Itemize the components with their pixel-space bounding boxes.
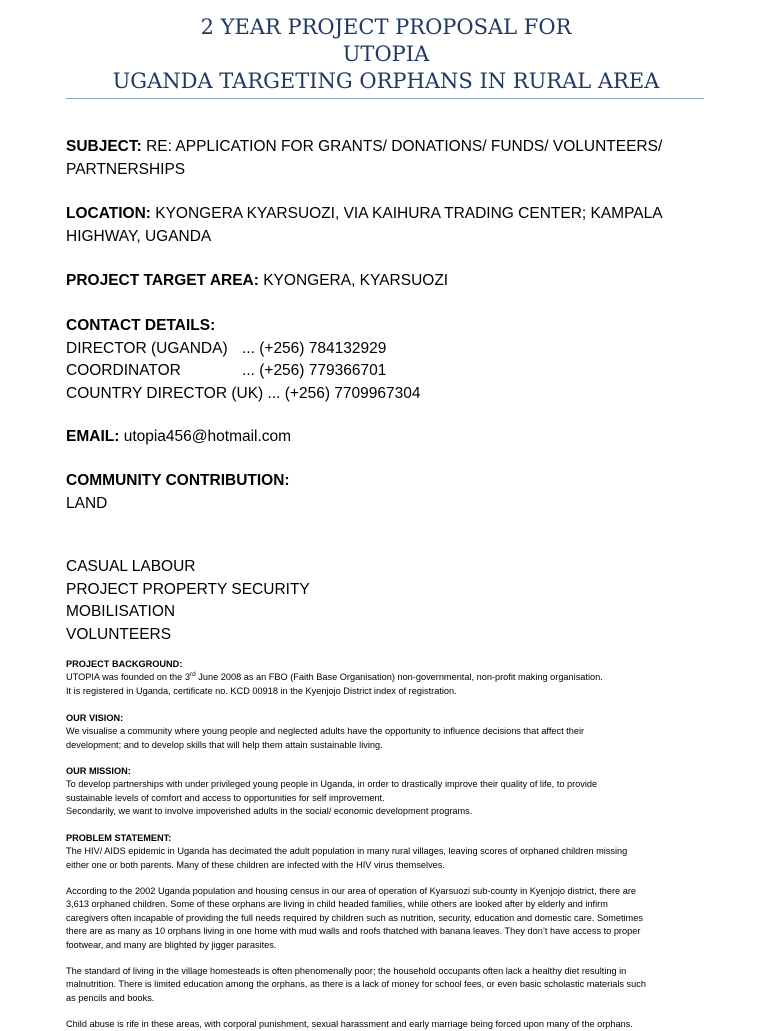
problem-paragraph-3 [66,965,706,1005]
target-area-section [66,270,706,293]
location-section [66,203,706,248]
location-value: KYONGERA KYARSUOZI, VIA KAIHURA TRADING CENTER; KAMPALA [150,205,663,222]
target-area-label: PROJECT TARGET AREA: [66,272,259,289]
community-item: MOBILISATION [66,603,176,620]
problem-text: as pencils and books. [66,992,155,1003]
contact-row-coordinator [66,360,706,383]
document-title [66,14,706,95]
email-section [66,426,706,449]
contact-role: COUNTRY DIRECTOR (UK) [66,384,264,402]
subject-section [66,136,706,181]
vision-text: development; and to develop skills that will help them attain sustainable living. [66,739,383,750]
background-section [66,658,706,698]
problem-text: malnutrition. There is limited education among the orphans, as there is a lack of money for school fees, or even basic scholastic materials such [66,979,646,990]
problem-text: The HIV/ AIDS epidemic in Uganda has decimated the adult population in many rural villages, leaving scores of orphaned children missing [66,846,628,857]
location-label: LOCATION: [66,205,151,222]
mission-heading: OUR MISSION: [66,766,131,776]
community-section [66,470,706,515]
vision-section [66,712,706,752]
problem-text: 3,613 orphaned children. Some of these orphans are living in child headed families, while others are looked after by elderly and infirm [66,899,608,910]
mission-text: Secondarily, we want to involve impoverished adults in the social/ economic development programs. [66,806,473,817]
location-value-continued: HIGHWAY, UGANDA [66,227,212,245]
contact-role: COORDINATOR [66,362,181,379]
contact-number: ... (+256) 784132929 [242,339,387,357]
title-line-2: UTOPIA [342,42,430,66]
target-area-value: KYONGERA, KYARSUOZI [258,272,449,289]
problem-text: either one or both parents. Many of these children are infected with the HIV virus themselves. [66,859,445,870]
contact-label: CONTACT DETAILS: [66,317,216,334]
vision-text: We visualise a community where young people and neglected adults have the opportunity to influence decisions that affect their [66,726,585,737]
subject-label: SUBJECT: [66,138,142,155]
community-items-list [66,556,706,646]
background-text: June 2008 as an FBO (Faith Base Organisation) non-governmental, non-profit making organisation. [195,672,603,683]
contact-role: DIRECTOR (UGANDA) [66,339,228,357]
title-divider [66,98,704,99]
ordinal-suffix: rd [189,671,196,679]
problem-heading: PROBLEM STATEMENT: [66,833,172,843]
problem-text: The standard of living in the village homesteads is often phenomenally poor; the household occupants often lack a healthy diet resulting in [66,966,627,976]
contact-row-director [66,338,706,361]
problem-text: footwear, and many are blighted by jigger parasites. [66,939,277,950]
title-line-1: 2 YEAR PROJECT PROPOSAL FOR [200,15,572,39]
problem-text: there are as many as 10 orphans living in one home with mud walls and roofs thatched with banana leaves. They don’t have access to proper [66,926,641,937]
subject-value: RE: APPLICATION FOR GRANTS/ DONATIONS/ FUNDS/ VOLUNTEERS/ [141,138,663,155]
problem-paragraph-4 [66,1018,706,1031]
mission-text: sustainable levels of comfort and access to opportunities for self improvement. [66,792,385,803]
contact-number: ... (+256) 779366701 [242,362,387,379]
mission-section [66,765,706,819]
contact-section [66,315,706,405]
subject-value-continued: PARTNERSHIPS [66,160,186,178]
email-label: EMAIL: [66,428,120,445]
email-value: utopia456@hotmail.com [119,428,292,445]
background-heading: PROJECT BACKGROUND: [66,659,183,669]
problem-text: According to the 2002 Uganda population and housing census in our area of operation of Kyarsuozi sub-county in Kyenjojo district, there are [66,886,636,896]
mission-text: To develop partnerships with under privileged young people in Uganda, in order to drastically improve their quality of life, to provide [66,779,598,790]
problem-section [66,832,706,872]
problem-paragraph-2 [66,885,706,952]
community-label: COMMUNITY CONTRIBUTION: [66,472,290,489]
title-line-3: UGANDA TARGETING ORPHANS IN RURAL AREA [112,69,660,93]
vision-heading: OUR VISION: [66,713,124,723]
problem-text: caregivers often incapable of providing the full needs required by children such as nutrition, security, education and domestic care. Sometimes [66,912,643,923]
background-text: UTOPIA was founded on the 3 [66,672,190,683]
contact-row-country-director [66,383,706,406]
problem-text: Child abuse is rife in these areas, with corporal punishment, sexual harassment and early marriage being forced upon many of the orphans. [66,1019,633,1029]
community-item: LAND [66,494,108,512]
community-item: CASUAL LABOUR [66,558,196,575]
community-item: VOLUNTEERS [66,625,172,643]
community-item: PROJECT PROPERTY SECURITY [66,580,310,598]
contact-number: ... (+256) 7709967304 [263,384,421,402]
background-text: It is registered in Uganda, certificate no. KCD 00918 in the Kyenjojo District index of registration. [66,685,457,696]
